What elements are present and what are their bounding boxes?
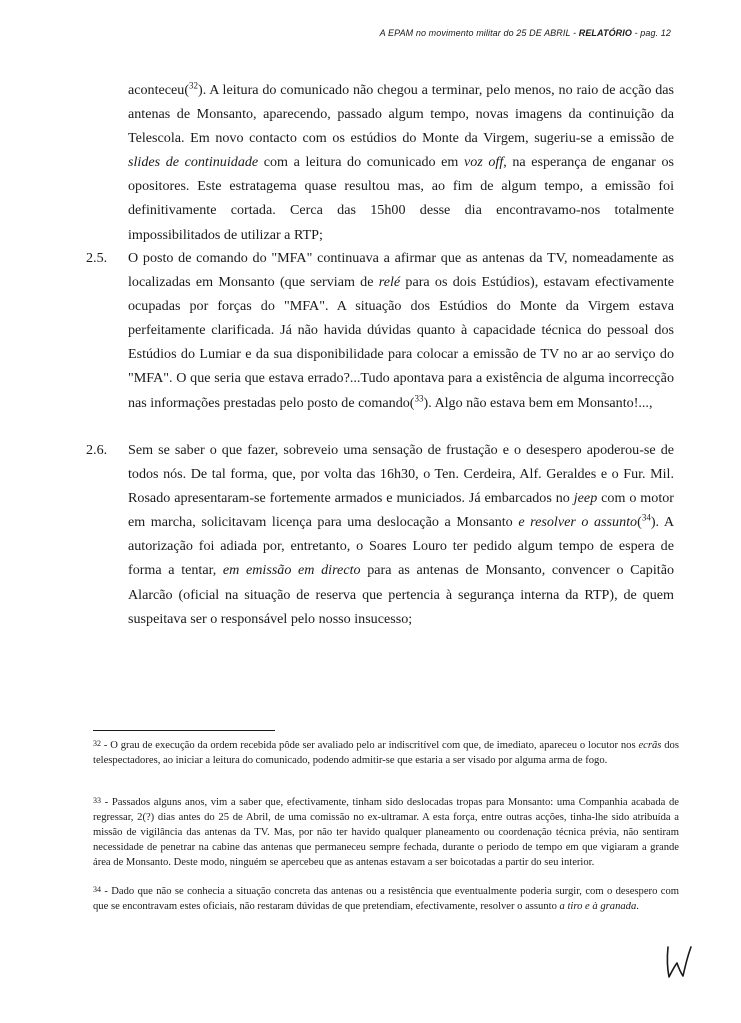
paragraph-continuation: aconteceu($^{32}$). A leitura do comunicado não chegou a terminar, pelo menos, no raio de acção das antenas de Monsanto, aparecendo, passado algum tempo, novas imagens da continuição da Telescola. Em novo contacto com os estúdios do Monte da Virgem, sugeriu-se a emissão de slides de continuidade com a leitura do comunicado em voz off, na esperança de enganar os opositores. Este estratagema quase resultou mas, ao fim de algum tempo, a emissão foi definitivamente cortada. Cerca das 15h00 desse dia encontravamo-nos totalmente impossibilitados de utilizar a RTP; [128, 80, 674, 243]
item-number: 2.5. [86, 250, 108, 266]
item-number: 2.6. [86, 442, 108, 458]
list-item-2-6 [86, 438, 675, 631]
footnote-number: 33 [93, 796, 101, 805]
header-report-label: RELATÓRIO [578, 28, 632, 38]
handwritten-initials-icon [662, 943, 694, 983]
footnote-ref-33[interactable]: 33 [414, 392, 424, 403]
footnote-32: 32 - O grau de execução da ordem recebida pôde ser avaliado pelo ar indiscritível com que, de imediato, apareceu o locutor nos ecrãs dos telespectadores, ao iniciar a leitura do comunicado, podendo admitir-se que estaria a ser visado por alguma arma de fogo. [93, 739, 679, 766]
list-item-2-5 [86, 246, 674, 415]
header-page-number: - pag. 12 [631, 28, 671, 38]
header-title: A EPAM no movimento militar do 25 DE ABRIL - [379, 28, 579, 38]
footnote-34: 34 - Dado que não se conhecia a situação concreta das antenas ou a resistência que eventualmente poderia surgir, com o desespero com que se encontravam estes oficiais, não restaram dúvidas de que pretendiam, efectivamente, resolver o assunto a tiro e à granada. [93, 885, 679, 912]
item-text: O posto de comando do "MFA" continuava a afirmar que as antenas da TV, nomeadamente as localizadas em Monsanto (que serviam de relé para os dois Estúdios), estavam efectivamente ocupadas por forças do "MFA". A situação dos Estúdios do Monte da Virgem estava perfeitamente clarificada. Já não havida dúvidas quanto à capacidade técnica do pessoal dos Estúdios do Lumiar e da sua disponibilidade para colocar a emissão de TV no ar ao serviço do "MFA". O que seria que estava errado?...Tudo apontava para a existência de alguma incorrecção nas informações prestadas pelo posto de comando($^{33}$). Algo não estava bem em Monsanto!..., [128, 250, 674, 411]
footnote-ref-34[interactable]: 34 [641, 512, 651, 523]
item-text: Sem se saber o que fazer, sobreveio uma sensação de frustação e o desespero apoderou-se de todos nós. De tal forma, que, por volta das 16h30, o Ten. Cerdeira, Alf. Geraldes e o Fur. Mil. Rosado apresentaram-se fortemente armados e municiados. Já embarcados no jeep com o motor em marcha, solicitavam licença para uma deslocação a Monsanto e resolver o assunto($^{34}$). A autorização foi adiada por, entretanto, o Soares Louro ter pedido algum tempo de espera de forma a tentar, em emissão em directo para as antenas de Monsanto, convencer o Capitão Alarcão (oficial na situação de reserva que pertencia à segurança interna da RTP), de quem suspeitava ser o responsável pelo nosso insucesso; [128, 442, 675, 627]
footnote-number: 34 [93, 885, 101, 894]
footnote-33: 33 - Passados alguns anos, vim a saber que, efectivamente, tinham sido deslocadas tropas para Monsanto: uma Companhia acabada de regressar, 2(?) dias antes do 25 de Abril, de uma comissão no ex-ultramar. A esta força, entre outras acções, tinha-lhe sido atribuída a missão de vigilância das antenas da TV. Mas, por não ter havido qualquer planeamento ou coordenação técnica prévia, não sentiram necessidade de penetrar na cabine das antenas que permaneceu sempre fechada, durante o periodo de tempo em que vigiaram a grande área de Monsanto. Deste modo, ninguém se apercebeu que as antenas estavam a ser boicotadas a partir do seu interior. [93, 796, 679, 868]
page-header [380, 28, 671, 38]
footnote-ref-32[interactable]: 32 [189, 80, 199, 91]
footnote-divider [93, 730, 275, 731]
footnote-number: 32 [93, 739, 101, 748]
